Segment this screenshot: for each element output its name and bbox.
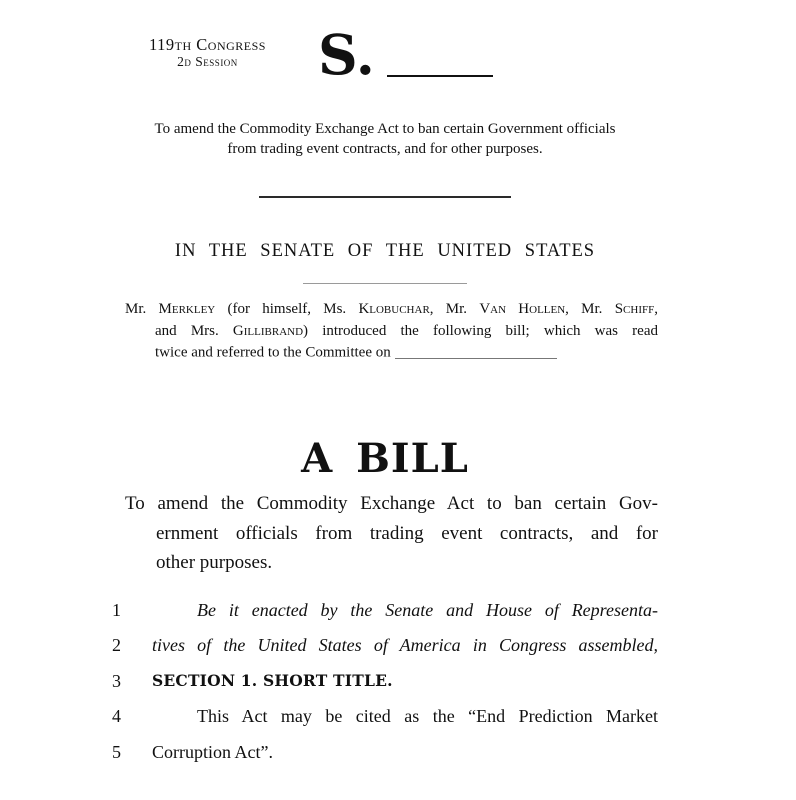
line-number: 3 bbox=[112, 670, 121, 691]
bill-line bbox=[112, 741, 658, 763]
line-text: Be it enacted by the Senate and House of Representa- bbox=[197, 599, 658, 620]
line-number: 2 bbox=[112, 635, 121, 655]
preamble-line: To amend the Commodity Exchange Act to ban certain Gov- bbox=[125, 493, 658, 514]
line-text: tives of the United States of America in Congress assembled, bbox=[152, 635, 658, 655]
line-text: This Act may be cited as the “End Prediction Market bbox=[197, 706, 658, 726]
sponsor-line: Mr. Merkley (for himself, Ms. Klobuchar, Mr. Van Hollen, Mr. Schiff, bbox=[125, 301, 658, 317]
section-heading: SECTION 1. SHORT TITLE. bbox=[152, 670, 393, 690]
sponsor-paragraph bbox=[125, 299, 658, 364]
bill-line bbox=[112, 670, 658, 692]
preamble-line: other purposes. bbox=[156, 552, 273, 573]
line-number: 5 bbox=[112, 741, 121, 762]
divider-rule-short bbox=[303, 283, 467, 284]
line-text: Corruption Act”. bbox=[152, 741, 273, 762]
session-number: 2d Session bbox=[177, 54, 238, 69]
bill-line bbox=[112, 634, 658, 656]
bill-number bbox=[318, 22, 493, 87]
bill-body bbox=[112, 599, 658, 763]
masthead bbox=[112, 22, 658, 100]
divider-rule bbox=[259, 196, 511, 198]
official-title-line: To amend the Commodity Exchange Act to ban certain Government officials bbox=[154, 121, 616, 137]
preamble-line: ernment officials from trading event contracts, and for bbox=[156, 522, 658, 544]
committee-referral-line: twice and referred to the Committee on bbox=[155, 342, 658, 364]
bill-type: S. bbox=[318, 22, 375, 87]
congress-session-block bbox=[125, 30, 290, 69]
official-title bbox=[112, 120, 658, 159]
preamble bbox=[125, 489, 658, 578]
official-title-line: from trading event contracts, and for other purposes. bbox=[227, 140, 543, 157]
bill-number-blank bbox=[387, 71, 493, 77]
committee-blank bbox=[395, 344, 557, 359]
congress-number: 119th Congress bbox=[149, 35, 266, 54]
bill-line bbox=[112, 599, 658, 621]
chamber-heading: IN THE SENATE OF THE UNITED STATES bbox=[174, 241, 596, 261]
bill-line bbox=[112, 705, 658, 727]
line-number: 4 bbox=[112, 706, 121, 726]
sponsor-line: and Mrs. Gillibrand) introduced the following bill; which was read bbox=[155, 322, 658, 339]
bill-heading: A BILL bbox=[301, 435, 469, 482]
line-number: 1 bbox=[112, 599, 121, 620]
